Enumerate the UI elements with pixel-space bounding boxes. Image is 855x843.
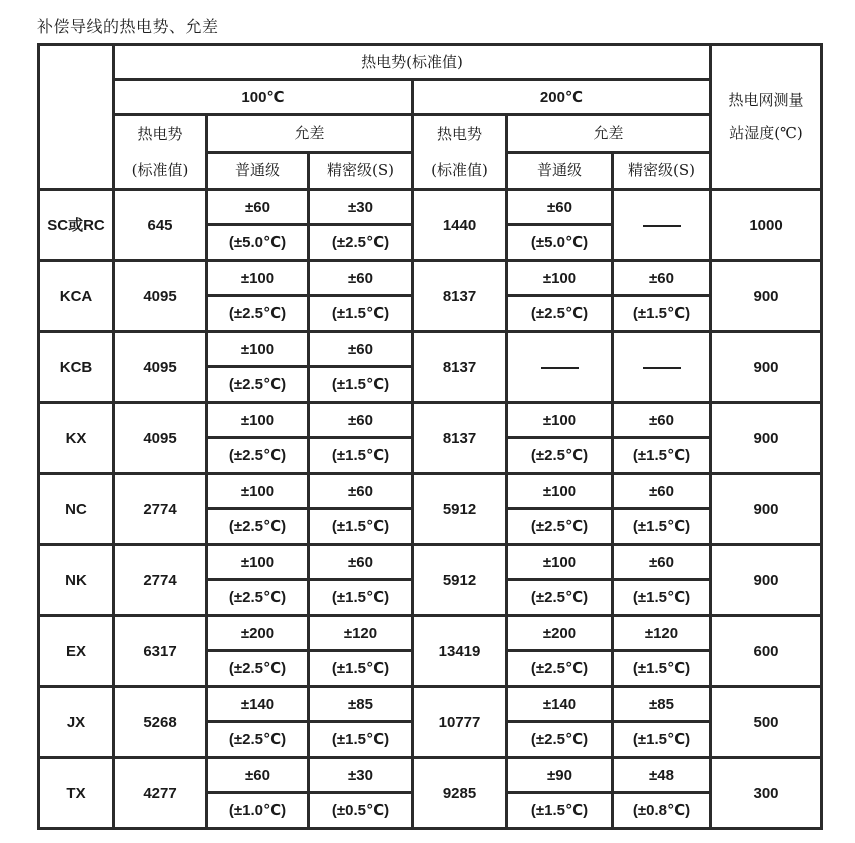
cell-normal-100-celsius: (±1.0℃) <box>207 793 309 829</box>
cell-normal-200-celsius: (±2.5℃) <box>507 722 613 758</box>
emf-label-line2: (标准值) <box>131 161 189 179</box>
cell-precision-200: ±48 <box>613 758 711 793</box>
cell-precision-100: ±60 <box>309 332 413 367</box>
cell-precision-200-celsius: (±1.5℃) <box>613 580 711 616</box>
cell-station-temp: 900 <box>711 403 822 474</box>
cell-normal-100: ±60 <box>207 758 309 793</box>
cell-precision-100-celsius: (±1.5℃) <box>309 296 413 332</box>
cell-emf-200: 10777 <box>413 687 507 758</box>
cell-emf-200: 13419 <box>413 616 507 687</box>
cell-wire-type: NC <box>39 474 114 545</box>
cell-precision-200-celsius: (±1.5℃) <box>613 509 711 545</box>
cell-wire-type: NK <box>39 545 114 616</box>
cell-emf-100: 645 <box>114 190 207 261</box>
cell-emf-100: 4095 <box>114 261 207 332</box>
cell-station-temp: 900 <box>711 474 822 545</box>
emf-label-line2: (标准值) <box>431 161 488 179</box>
cell-precision-100-celsius: (±1.5℃) <box>309 651 413 687</box>
header-precision-200: 精密级(S) <box>613 152 711 190</box>
cell-emf-200: 8137 <box>413 403 507 474</box>
cell-precision-100-celsius: (±1.5℃) <box>309 438 413 474</box>
header-emf-200 <box>413 115 507 190</box>
cell-precision-100-celsius: (±1.5℃) <box>309 580 413 616</box>
cell-precision-100: ±30 <box>309 758 413 793</box>
header-normal-100: 普通级 <box>207 152 309 190</box>
table-row <box>39 190 822 225</box>
header-tolerance-100: 允差 <box>207 115 413 153</box>
dash-icon <box>643 225 681 227</box>
cell-wire-type: EX <box>39 616 114 687</box>
cell-precision-200-na <box>613 190 711 261</box>
cell-precision-100: ±60 <box>309 545 413 580</box>
cell-normal-100-celsius: (±2.5℃) <box>207 296 309 332</box>
cell-normal-200-celsius: (±2.5℃) <box>507 438 613 474</box>
cell-normal-100-celsius: (±2.5℃) <box>207 722 309 758</box>
cell-precision-200-celsius: (±1.5℃) <box>613 296 711 332</box>
cell-emf-100: 4277 <box>114 758 207 829</box>
table-row <box>39 545 822 580</box>
cell-station-temp: 900 <box>711 261 822 332</box>
cell-station-temp: 1000 <box>711 190 822 261</box>
table-row <box>39 687 822 722</box>
header-precision-100: 精密级(S) <box>309 152 413 190</box>
cell-normal-200-celsius: (±5.0℃) <box>507 225 613 261</box>
emf-label-line1: 热电势 <box>436 125 482 143</box>
table-row <box>39 261 822 296</box>
table-row <box>39 758 822 793</box>
cell-normal-200-celsius: (±2.5℃) <box>507 296 613 332</box>
table-row <box>39 616 822 651</box>
emf-label-line1: 热电势 <box>137 125 183 143</box>
cell-precision-100: ±60 <box>309 261 413 296</box>
cell-normal-200-celsius: (±1.5℃) <box>507 793 613 829</box>
cell-wire-type: SC或RC <box>39 190 114 261</box>
cell-normal-100: ±100 <box>207 332 309 367</box>
cell-station-temp: 600 <box>711 616 822 687</box>
cell-emf-100: 4095 <box>114 332 207 403</box>
cell-precision-100: ±60 <box>309 403 413 438</box>
header-temp-100: 100℃ <box>114 80 413 115</box>
cell-precision-100-celsius: (±1.5℃) <box>309 367 413 403</box>
cell-precision-200-celsius: (±1.5℃) <box>613 438 711 474</box>
cell-wire-type: TX <box>39 758 114 829</box>
cell-precision-200: ±60 <box>613 403 711 438</box>
cell-emf-100: 5268 <box>114 687 207 758</box>
cell-emf-200: 8137 <box>413 332 507 403</box>
cell-precision-200-celsius: (±0.8℃) <box>613 793 711 829</box>
cell-normal-100-celsius: (±5.0℃) <box>207 225 309 261</box>
cell-normal-200: ±60 <box>507 190 613 225</box>
cell-station-temp: 300 <box>711 758 822 829</box>
header-temp-200: 200℃ <box>413 80 711 115</box>
table-row <box>39 332 822 367</box>
cell-normal-100-celsius: (±2.5℃) <box>207 651 309 687</box>
cell-wire-type: JX <box>39 687 114 758</box>
cell-emf-200: 1440 <box>413 190 507 261</box>
cell-precision-100: ±60 <box>309 474 413 509</box>
header-normal-200: 普通级 <box>507 152 613 190</box>
cell-emf-100: 4095 <box>114 403 207 474</box>
header-station-temp <box>711 45 822 190</box>
cell-normal-200: ±100 <box>507 545 613 580</box>
cell-normal-200-celsius: (±2.5℃) <box>507 651 613 687</box>
cell-emf-200: 9285 <box>413 758 507 829</box>
cell-normal-100: ±200 <box>207 616 309 651</box>
dash-icon <box>643 367 681 369</box>
cell-precision-100-celsius: (±2.5℃) <box>309 225 413 261</box>
cell-precision-200: ±60 <box>613 474 711 509</box>
cell-normal-200: ±100 <box>507 261 613 296</box>
cell-precision-100-celsius: (±1.5℃) <box>309 509 413 545</box>
cell-station-temp: 900 <box>711 332 822 403</box>
cell-normal-200-celsius: (±2.5℃) <box>507 509 613 545</box>
cell-normal-100: ±100 <box>207 474 309 509</box>
station-temp-line2: 站湿度(℃) <box>729 124 803 142</box>
cell-normal-100: ±140 <box>207 687 309 722</box>
cell-normal-100-celsius: (±2.5℃) <box>207 438 309 474</box>
cell-precision-200: ±85 <box>613 687 711 722</box>
cell-normal-100: ±100 <box>207 545 309 580</box>
cell-normal-100: ±60 <box>207 190 309 225</box>
header-emf-group: 热电势(标准值) <box>114 45 711 80</box>
cell-precision-200: ±60 <box>613 261 711 296</box>
header-tolerance-200: 允差 <box>507 115 711 153</box>
cell-precision-200-celsius: (±1.5℃) <box>613 651 711 687</box>
station-temp-line1: 热电网测量 <box>728 91 804 109</box>
cell-emf-200: 5912 <box>413 545 507 616</box>
cell-wire-type: KCB <box>39 332 114 403</box>
cell-normal-100: ±100 <box>207 261 309 296</box>
header-corner-cell <box>39 45 114 190</box>
cell-precision-100: ±85 <box>309 687 413 722</box>
cell-emf-100: 6317 <box>114 616 207 687</box>
dash-icon <box>541 367 579 369</box>
cell-normal-200: ±200 <box>507 616 613 651</box>
cell-normal-100: ±100 <box>207 403 309 438</box>
cell-normal-200: ±100 <box>507 403 613 438</box>
cell-precision-100-celsius: (±0.5℃) <box>309 793 413 829</box>
compensation-wire-table <box>37 43 823 830</box>
cell-wire-type: KCA <box>39 261 114 332</box>
cell-emf-200: 5912 <box>413 474 507 545</box>
page-title: 补偿导线的热电势、允差 <box>37 17 219 36</box>
cell-emf-200: 8137 <box>413 261 507 332</box>
cell-normal-100-celsius: (±2.5℃) <box>207 509 309 545</box>
cell-precision-100: ±120 <box>309 616 413 651</box>
cell-precision-200: ±120 <box>613 616 711 651</box>
cell-precision-200-na <box>613 332 711 403</box>
cell-emf-100: 2774 <box>114 474 207 545</box>
cell-precision-100-celsius: (±1.5℃) <box>309 722 413 758</box>
table-row <box>39 403 822 438</box>
cell-normal-200: ±90 <box>507 758 613 793</box>
cell-station-temp: 900 <box>711 545 822 616</box>
header-emf-100 <box>114 115 207 190</box>
cell-precision-100: ±30 <box>309 190 413 225</box>
cell-precision-200: ±60 <box>613 545 711 580</box>
cell-normal-200: ±100 <box>507 474 613 509</box>
cell-wire-type: KX <box>39 403 114 474</box>
cell-normal-200-celsius: (±2.5℃) <box>507 580 613 616</box>
table-row <box>39 474 822 509</box>
cell-normal-200: ±140 <box>507 687 613 722</box>
cell-precision-200-celsius: (±1.5℃) <box>613 722 711 758</box>
cell-emf-100: 2774 <box>114 545 207 616</box>
cell-station-temp: 500 <box>711 687 822 758</box>
cell-normal-200-na <box>507 332 613 403</box>
cell-normal-100-celsius: (±2.5℃) <box>207 367 309 403</box>
cell-normal-100-celsius: (±2.5℃) <box>207 580 309 616</box>
